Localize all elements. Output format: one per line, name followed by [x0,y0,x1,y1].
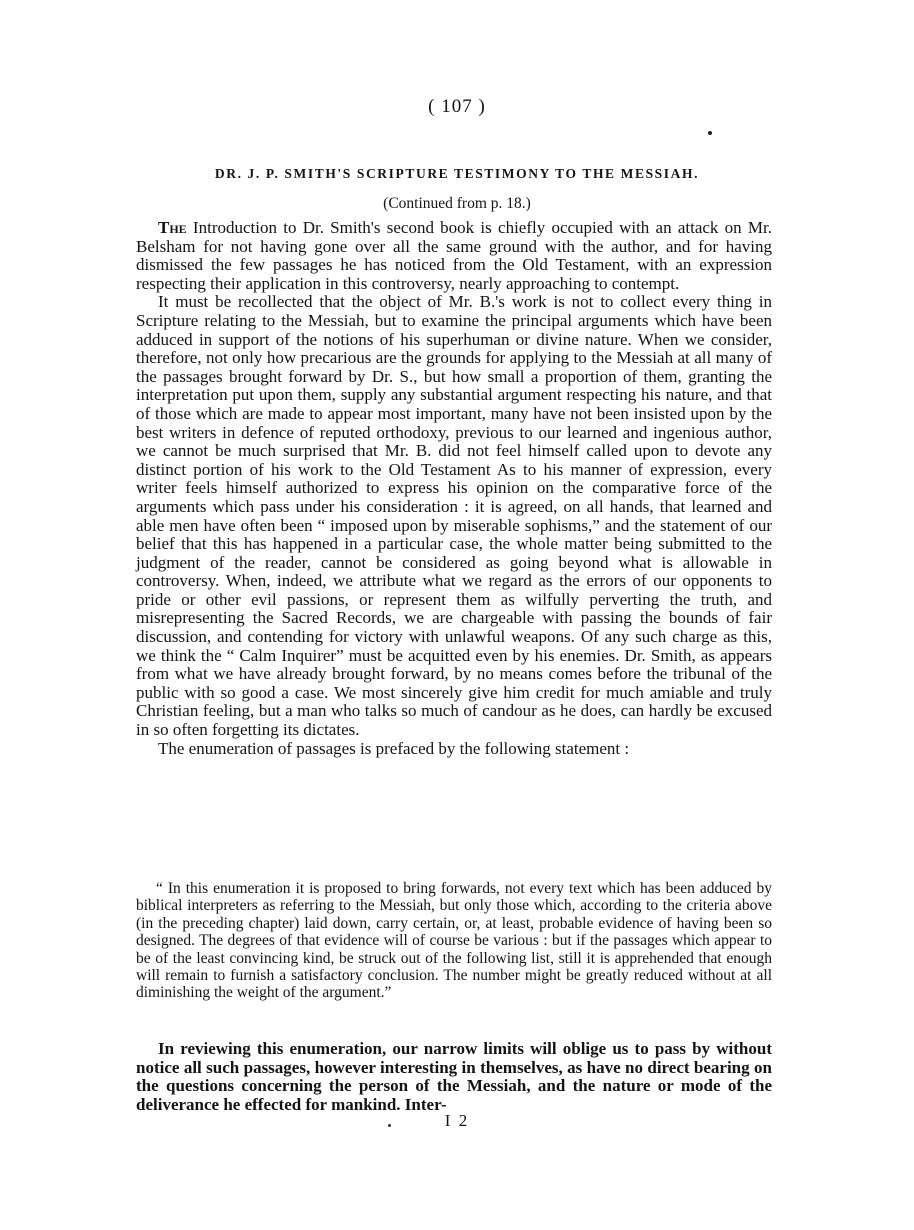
closing-paragraph [136,1040,772,1114]
signature-mark: I 2 [444,1111,470,1130]
paragraph-lead-word: The [158,218,187,237]
ink-speck [708,131,712,135]
article-title: DR. J. P. SMITH'S SCRIPTURE TESTIMONY TO THE MESSIAH. [214,166,700,181]
body-paragraph-2: It must be recollected that the object of Mr. B.'s work is not to collect every thing in Scripture relating to the Messiah, but to examine the principal arguments which have been adduced in support of the notions of his superhuman or divine nature. When we consider, therefore, not only how precarious are the grounds for applying to the Messiah at all many of the passages brought forward by Dr. S., but how small a proportion of them, granting the interpretation put upon them, supply any substantial argument respecting his nature, and that of those which are made to appear most important, many have not been insisted upon by the best writers in defence of reputed orthodoxy, previous to our learned and ingenious author, we cannot be much surprised that Mr. B. did not feel himself called upon to devote any distinct portion of his work to the Old Testament As to his manner of expression, every writer feels himself authorized to express his opinion on the comparative force of the arguments which pass under his consideration : it is agreed, on all hands, that learned and able men have often been “ imposed upon by miserable sophisms,” and the statement of our belief that this has happened in a particular case, the whole matter being submitted to the judgment of the reader, cannot be considered as going beyond what is allowable in controversy. When, indeed, we attribute what we regard as the errors of our opponents to pride or other evil passions, or represent them as wilfully perverting the truth, and misrepresenting the Sacred Records, we are chargeable with passing the bounds of fair discussion, and contending for victory with unlawful weapons. Of any such charge as this, we think the “ Calm Inquirer” must be acquitted even by his enemies. Dr. Smith, as appears from what we have already brought forward, by no means comes before the tribunal of the public with so good a case. We most sincerely give him credit for much amiable and truly Christian feeling, but a man who talks so much of candour as he does, can hardly be excused in so often forgetting its dictates. [136,292,772,740]
body-paragraph-3: The enumeration of passages is prefaced by the following statement : [158,738,630,758]
quote-text: “ In this enumeration it is proposed to bring forwards, not every text which has been adduced by biblical interpreters as referring to the Messiah, but only those which, according to the criteria above (in the preceding chapter) laid down, carry certain, or, at least, probable evidence of having been so designed. The degrees of that evidence will of course be various : but if the passages which appear to be of the least convincing kind, be struck out of the following list, still it is apprehended that enough will remain to furnish a satisfactory conclusion. The number might be greatly reduced without at all diminishing the weight of the argument.” [136,880,772,1002]
article-body [136,219,772,758]
block-quote [136,880,772,1002]
closing-text: In reviewing this enumeration, our narrow limits will oblige us to pass by without notice all such passages, however interesting in themselves, as have no direct bearing on the questions concerning the person of the Messiah, and the nature or mode of the deliverance he effected for mankind. Inter- [136,1039,772,1114]
paragraph-text: Introduction to Dr. Smith's second book is chiefly occupied with an attack on Mr. Belsham for not having gone over all the same ground with the author, and for having dismissed the few passages he has noticed from the Old Testament, with an expression respecting their application in this controversy, nearly approaching to contempt. [136,218,772,293]
continuation-note: (Continued from p. 18.) [383,195,531,212]
page-number: ( 107 ) [428,96,486,117]
body-paragraph-1 [136,219,772,293]
